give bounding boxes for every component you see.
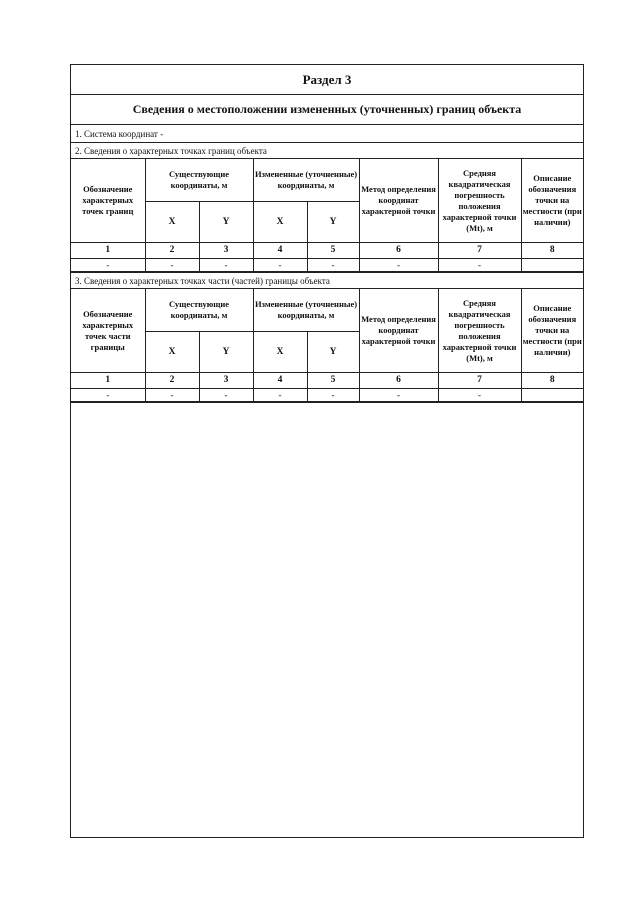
coordinate-system: 1. Система координат - — [71, 125, 583, 143]
table1-col-method: Метод определения координат характерной точки — [359, 159, 438, 243]
column-number: 3 — [199, 373, 253, 389]
table2-changed-y: Y — [307, 332, 359, 373]
table2-heading: 3. Сведения о характерных точках части (частей) границы объекта — [71, 272, 583, 289]
column-number: 5 — [307, 373, 359, 389]
table1-col-changed: Измененные (уточненные) координаты, м — [253, 159, 359, 202]
column-number: 1 — [71, 373, 145, 389]
table-cell: - — [307, 259, 359, 272]
table-row — [71, 259, 583, 272]
table2-existing-x: X — [145, 332, 199, 373]
column-number: 4 — [253, 373, 307, 389]
table1-existing-y: Y — [199, 202, 253, 243]
blank-area — [71, 402, 583, 403]
section-frame — [70, 64, 584, 838]
table2 — [71, 289, 583, 402]
table1 — [71, 159, 583, 272]
table-cell: - — [71, 259, 145, 272]
table2-col-changed: Измененные (уточненные) координаты, м — [253, 289, 359, 332]
table-cell: - — [145, 259, 199, 272]
column-number: 7 — [438, 373, 521, 389]
table1-changed-y: Y — [307, 202, 359, 243]
table-cell: - — [359, 259, 438, 272]
column-number: 2 — [145, 373, 199, 389]
table1-changed-x: X — [253, 202, 307, 243]
table-cell: - — [199, 389, 253, 402]
column-number: 2 — [145, 243, 199, 259]
table-cell: - — [438, 389, 521, 402]
section-title: Раздел 3 — [71, 65, 583, 95]
column-number: 5 — [307, 243, 359, 259]
table-cell: - — [71, 389, 145, 402]
table2-existing-y: Y — [199, 332, 253, 373]
column-number: 1 — [71, 243, 145, 259]
table1-col-error: Средняя квадратическая погрешность положения характерной точки (Mt), м — [438, 159, 521, 243]
table-cell: - — [253, 259, 307, 272]
column-number: 8 — [521, 373, 583, 389]
column-number: 4 — [253, 243, 307, 259]
table2-column-numbers — [71, 373, 583, 389]
table2-changed-x: X — [253, 332, 307, 373]
table1-col-existing: Существующие координаты, м — [145, 159, 253, 202]
table-cell: - — [438, 259, 521, 272]
column-number: 3 — [199, 243, 253, 259]
table2-col-error: Средняя квадратическая погрешность положения характерной точки (Mt), м — [438, 289, 521, 373]
table-cell — [521, 389, 583, 402]
table-row — [71, 389, 583, 402]
table-cell — [521, 259, 583, 272]
column-number: 8 — [521, 243, 583, 259]
section-subtitle: Сведения о местоположении измененных (уточненных) границ объекта — [71, 95, 583, 125]
table-cell: - — [145, 389, 199, 402]
table-cell: - — [359, 389, 438, 402]
table2-col-description: Описание обозначения точки на местности (при наличии) — [521, 289, 583, 373]
table1-col-point: Обозначение характерных точек границ — [71, 159, 145, 243]
table-cell: - — [199, 259, 253, 272]
table-cell: - — [307, 389, 359, 402]
column-number: 7 — [438, 243, 521, 259]
table2-col-existing: Существующие координаты, м — [145, 289, 253, 332]
column-number: 6 — [359, 373, 438, 389]
table2-col-method: Метод определения координат характерной точки — [359, 289, 438, 373]
column-number: 6 — [359, 243, 438, 259]
table1-col-description: Описание обозначения точки на местности (при наличии) — [521, 159, 583, 243]
table1-existing-x: X — [145, 202, 199, 243]
table2-col-point: Обозначение характерных точек части границы — [71, 289, 145, 373]
table1-column-numbers — [71, 243, 583, 259]
table1-heading: 2. Сведения о характерных точках границ объекта — [71, 143, 583, 159]
table-cell: - — [253, 389, 307, 402]
